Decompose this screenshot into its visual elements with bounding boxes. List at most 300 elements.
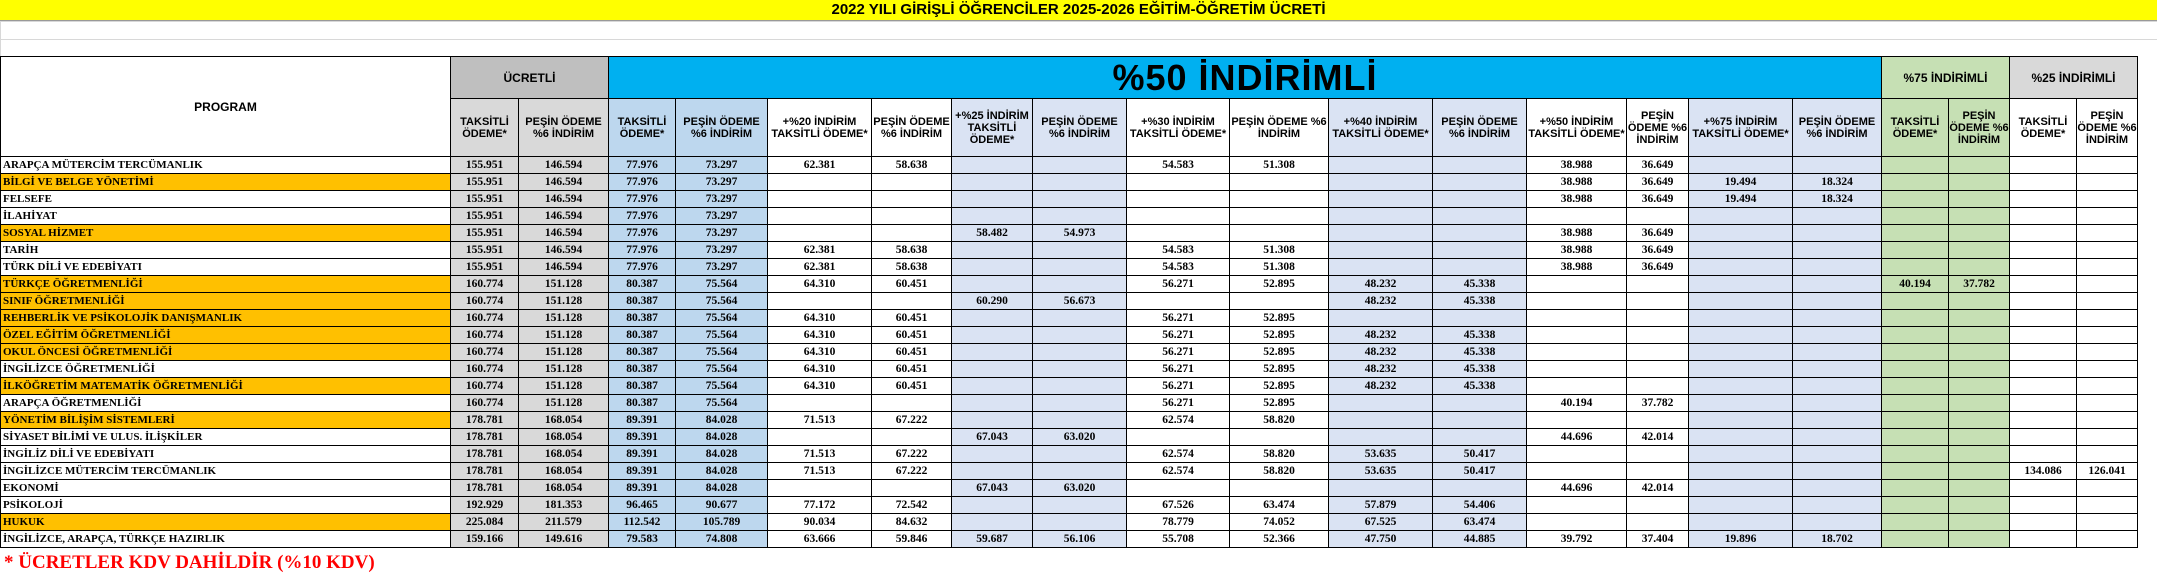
fee-cell: 62.381: [768, 157, 872, 174]
column-header: PEŞİN ÖDEME %6 İNDİRİM: [1230, 99, 1329, 157]
fee-cell: [2077, 480, 2138, 497]
fee-cell: [2010, 378, 2077, 395]
fee-cell: [952, 361, 1033, 378]
fee-cell: [1689, 480, 1793, 497]
fee-cell: [1882, 174, 1949, 191]
fee-cell: 59.687: [952, 531, 1033, 548]
fee-cell: 40.194: [1882, 276, 1949, 293]
fee-cell: [1882, 242, 1949, 259]
fee-cell: [952, 446, 1033, 463]
fee-cell: 36.649: [1627, 242, 1689, 259]
fee-cell: [1949, 446, 2010, 463]
fee-cell: [1793, 412, 1882, 429]
program-name: SİYASET BİLİMİ VE ULUS. İLİŞKİLER: [1, 429, 451, 446]
fee-cell: 44.885: [1433, 531, 1527, 548]
fee-cell: 40.194: [1527, 395, 1627, 412]
fee-cell: [1689, 395, 1793, 412]
program-name: ARAPÇA ÖĞRETMENLİĞİ: [1, 395, 451, 412]
fee-cell: [1949, 378, 2010, 395]
fee-cell: [1329, 225, 1433, 242]
fee-cell: 38.988: [1527, 225, 1627, 242]
program-name: REHBERLİK VE PSİKOLOJİK DANIŞMANLIK: [1, 310, 451, 327]
fee-cell: 44.696: [1527, 429, 1627, 446]
fee-cell: 58.638: [872, 242, 952, 259]
fee-cell: 63.474: [1433, 514, 1527, 531]
fee-cell: [1329, 395, 1433, 412]
table-row: [1, 497, 2138, 514]
program-name: SINIF ÖĞRETMENLİĞİ: [1, 293, 451, 310]
table-row: [1, 412, 2138, 429]
fee-cell: [1230, 208, 1329, 225]
fee-cell: 80.387: [609, 293, 676, 310]
fee-cell: 178.781: [451, 446, 519, 463]
table-row: [1, 378, 2138, 395]
fee-cell: 134.086: [2010, 463, 2077, 480]
fee-cell: [1627, 378, 1689, 395]
fee-cell: [872, 208, 952, 225]
fee-cell: [1689, 259, 1793, 276]
fee-cell: [952, 514, 1033, 531]
fee-cell: [1949, 225, 2010, 242]
table-row: [1, 276, 2138, 293]
fee-cell: [1433, 242, 1527, 259]
fee-cell: 160.774: [451, 327, 519, 344]
fee-cell: 45.338: [1433, 344, 1527, 361]
fee-cell: [1329, 412, 1433, 429]
indirim25-header: %25 İNDİRİMLİ: [2010, 57, 2138, 99]
fee-cell: 63.020: [1033, 429, 1127, 446]
fee-cell: [1033, 446, 1127, 463]
fee-cell: 112.542: [609, 514, 676, 531]
fee-cell: [1527, 412, 1627, 429]
fee-cell: 149.616: [519, 531, 609, 548]
column-header: +%75 İNDİRİM TAKSİTLİ ÖDEME*: [1689, 99, 1793, 157]
fee-cell: [1433, 480, 1527, 497]
fee-cell: 160.774: [451, 361, 519, 378]
fee-cell: 79.583: [609, 531, 676, 548]
fee-cell: [1689, 157, 1793, 174]
fee-cell: [2077, 327, 2138, 344]
table-row: [1, 310, 2138, 327]
fee-cell: [1033, 344, 1127, 361]
fee-cell: [872, 174, 952, 191]
fee-cell: 54.583: [1127, 242, 1230, 259]
fee-cell: 42.014: [1627, 480, 1689, 497]
fee-cell: [1329, 208, 1433, 225]
fee-cell: 168.054: [519, 446, 609, 463]
fee-cell: [952, 259, 1033, 276]
fee-cell: 155.951: [451, 208, 519, 225]
fee-cell: 44.696: [1527, 480, 1627, 497]
fee-cell: 71.513: [768, 412, 872, 429]
fee-cell: [1433, 412, 1527, 429]
fee-cell: [1433, 157, 1527, 174]
fee-cell: 160.774: [451, 293, 519, 310]
fee-cell: 77.976: [609, 208, 676, 225]
fee-cell: [1230, 293, 1329, 310]
fee-cell: 60.451: [872, 361, 952, 378]
fee-cell: 48.232: [1329, 378, 1433, 395]
fee-cell: 63.666: [768, 531, 872, 548]
fee-cell: [2077, 208, 2138, 225]
fee-cell: [1882, 395, 1949, 412]
fee-cell: 52.895: [1230, 276, 1329, 293]
fee-cell: 155.951: [451, 259, 519, 276]
fee-cell: [1689, 225, 1793, 242]
fee-cell: [1627, 310, 1689, 327]
fee-cell: 84.028: [676, 463, 768, 480]
fee-cell: [1793, 378, 1882, 395]
fee-cell: [1882, 191, 1949, 208]
fee-cell: 58.820: [1230, 446, 1329, 463]
fee-cell: 36.649: [1627, 259, 1689, 276]
fee-cell: [1527, 378, 1627, 395]
fee-cell: [1949, 429, 2010, 446]
fee-cell: 89.391: [609, 463, 676, 480]
fee-cell: [2077, 514, 2138, 531]
fee-cell: [1689, 293, 1793, 310]
fee-cell: 155.951: [451, 191, 519, 208]
table-row: [1, 293, 2138, 310]
fee-cell: [1689, 310, 1793, 327]
fee-cell: [872, 395, 952, 412]
fee-cell: [1527, 361, 1627, 378]
fee-cell: [1329, 157, 1433, 174]
fee-cell: 45.338: [1433, 276, 1527, 293]
fee-cell: 77.976: [609, 157, 676, 174]
fee-cell: 73.297: [676, 191, 768, 208]
program-header: PROGRAM: [1, 57, 451, 157]
fee-cell: [1433, 191, 1527, 208]
column-header: TAKSİTLİ ÖDEME*: [2010, 99, 2077, 157]
fee-cell: 75.564: [676, 310, 768, 327]
fee-cell: [1433, 174, 1527, 191]
fee-cell: [1793, 497, 1882, 514]
fee-cell: 155.951: [451, 242, 519, 259]
fee-cell: [2010, 157, 2077, 174]
fee-cell: 60.451: [872, 327, 952, 344]
fee-cell: [1329, 310, 1433, 327]
fee-cell: [1793, 429, 1882, 446]
fee-cell: [2077, 157, 2138, 174]
program-name: TÜRKÇE ÖĞRETMENLİĞİ: [1, 276, 451, 293]
fee-cell: [2010, 446, 2077, 463]
fee-cell: [2077, 344, 2138, 361]
fee-cell: [1882, 293, 1949, 310]
table-row: [1, 429, 2138, 446]
fee-cell: [1527, 208, 1627, 225]
column-header: PEŞİN ÖDEME %6 İNDİRİM: [1949, 99, 2010, 157]
column-header: +%50 İNDİRİM TAKSİTLİ ÖDEME*: [1527, 99, 1627, 157]
table-row: [1, 480, 2138, 497]
fee-cell: [1689, 242, 1793, 259]
fee-cell: [952, 174, 1033, 191]
program-name: ARAPÇA MÜTERCİM TERCÜMANLIK: [1, 157, 451, 174]
fee-cell: 19.494: [1689, 191, 1793, 208]
fee-cell: [2077, 412, 2138, 429]
fee-cell: [1949, 293, 2010, 310]
table-row: [1, 531, 2138, 548]
fee-cell: [2010, 310, 2077, 327]
fee-cell: [768, 395, 872, 412]
fee-cell: [1033, 174, 1127, 191]
fee-cell: [1949, 531, 2010, 548]
fee-cell: [1329, 174, 1433, 191]
program-name: ÖZEL EĞİTİM ÖĞRETMENLİĞİ: [1, 327, 451, 344]
fee-cell: 54.406: [1433, 497, 1527, 514]
program-name: İNGİLİZCE ÖĞRETMENLİĞİ: [1, 361, 451, 378]
fee-cell: 56.106: [1033, 531, 1127, 548]
fee-cell: 51.308: [1230, 242, 1329, 259]
fee-cell: [1127, 174, 1230, 191]
fee-cell: 67.525: [1329, 514, 1433, 531]
fee-cell: 77.976: [609, 225, 676, 242]
fee-cell: 67.222: [872, 446, 952, 463]
fee-cell: 77.976: [609, 191, 676, 208]
fee-cell: [1033, 361, 1127, 378]
fee-cell: 38.988: [1527, 259, 1627, 276]
fee-cell: 64.310: [768, 361, 872, 378]
fee-cell: 73.297: [676, 242, 768, 259]
fee-cell: [2077, 361, 2138, 378]
fee-cell: [1949, 242, 2010, 259]
fee-cell: 60.290: [952, 293, 1033, 310]
fee-cell: [1949, 395, 2010, 412]
fee-cell: [952, 242, 1033, 259]
fee-cell: [1527, 310, 1627, 327]
fee-cell: 38.988: [1527, 191, 1627, 208]
fee-cell: [952, 310, 1033, 327]
empty-grid-rows: [0, 21, 2157, 56]
fee-cell: 151.128: [519, 310, 609, 327]
fee-cell: [1689, 344, 1793, 361]
fee-cell: [1689, 463, 1793, 480]
fee-cell: 52.895: [1230, 361, 1329, 378]
fee-cell: [2010, 412, 2077, 429]
page-title: 2022 YILI GİRİŞLİ ÖĞRENCİLER 2025-2026 EĞİTİM-ÖĞRETİM ÜCRETİ: [0, 0, 2157, 21]
fee-cell: [1793, 446, 1882, 463]
fee-cell: 62.574: [1127, 446, 1230, 463]
fee-cell: [1793, 225, 1882, 242]
fee-cell: [1627, 208, 1689, 225]
fee-cell: 47.750: [1329, 531, 1433, 548]
fee-cell: [1627, 446, 1689, 463]
fee-cell: [1949, 344, 2010, 361]
fee-cell: [1033, 191, 1127, 208]
fee-cell: [1689, 429, 1793, 446]
fee-cell: 36.649: [1627, 225, 1689, 242]
fee-cell: 38.988: [1527, 242, 1627, 259]
fee-cell: 54.583: [1127, 157, 1230, 174]
table-row: [1, 344, 2138, 361]
fee-cell: 90.677: [676, 497, 768, 514]
program-name: İLAHİYAT: [1, 208, 451, 225]
fee-cell: 84.028: [676, 480, 768, 497]
fee-cell: [2010, 174, 2077, 191]
fee-cell: 62.381: [768, 259, 872, 276]
indirim50-header: %50 İNDİRİMLİ: [609, 57, 1882, 99]
fee-cell: 59.846: [872, 531, 952, 548]
fee-cell: [1527, 276, 1627, 293]
fee-cell: [1949, 497, 2010, 514]
fee-cell: 38.988: [1527, 174, 1627, 191]
fee-cell: 105.789: [676, 514, 768, 531]
fee-cell: 48.232: [1329, 293, 1433, 310]
fee-cell: 18.324: [1793, 191, 1882, 208]
fee-cell: 45.338: [1433, 327, 1527, 344]
fee-table: [0, 56, 2138, 548]
fee-cell: 38.988: [1527, 157, 1627, 174]
fee-cell: [1882, 310, 1949, 327]
fee-cell: 58.482: [952, 225, 1033, 242]
fee-cell: 151.128: [519, 327, 609, 344]
fee-cell: [1627, 514, 1689, 531]
fee-cell: [1033, 242, 1127, 259]
fee-cell: 178.781: [451, 412, 519, 429]
fee-cell: [1793, 242, 1882, 259]
fee-cell: [1230, 429, 1329, 446]
fee-cell: [1793, 514, 1882, 531]
fee-cell: 50.417: [1433, 446, 1527, 463]
fee-cell: [952, 344, 1033, 361]
fee-cell: 160.774: [451, 344, 519, 361]
fee-cell: [2077, 395, 2138, 412]
column-header: PEŞİN ÖDEME %6 İNDİRİM: [872, 99, 952, 157]
fee-cell: [1627, 276, 1689, 293]
fee-cell: [952, 327, 1033, 344]
fee-cell: [1627, 327, 1689, 344]
fee-cell: 151.128: [519, 395, 609, 412]
fee-cell: [2010, 361, 2077, 378]
program-name: YÖNETİM BİLİŞİM SİSTEMLERİ: [1, 412, 451, 429]
fee-cell: [768, 480, 872, 497]
fee-cell: 36.649: [1627, 191, 1689, 208]
fee-cell: [1949, 412, 2010, 429]
fee-cell: [1527, 327, 1627, 344]
fee-cell: 78.779: [1127, 514, 1230, 531]
fee-cell: [1329, 242, 1433, 259]
fee-cell: [2077, 531, 2138, 548]
fee-cell: 168.054: [519, 463, 609, 480]
fee-cell: 80.387: [609, 310, 676, 327]
fee-cell: [952, 412, 1033, 429]
fee-cell: [2010, 293, 2077, 310]
fee-cell: 178.781: [451, 429, 519, 446]
fee-cell: 80.387: [609, 378, 676, 395]
fee-cell: [1882, 463, 1949, 480]
column-header: PEŞİN ÖDEME %6 İNDİRİM: [1033, 99, 1127, 157]
fee-cell: [1433, 225, 1527, 242]
fee-cell: 151.128: [519, 276, 609, 293]
fee-cell: [872, 225, 952, 242]
fee-cell: [1127, 225, 1230, 242]
fee-cell: [2077, 446, 2138, 463]
fee-cell: [1882, 446, 1949, 463]
fee-cell: 77.976: [609, 242, 676, 259]
fee-cell: [952, 497, 1033, 514]
fee-cell: 60.451: [872, 310, 952, 327]
fee-cell: 56.271: [1127, 327, 1230, 344]
fee-cell: 181.353: [519, 497, 609, 514]
fee-cell: [2010, 327, 2077, 344]
fee-cell: 52.895: [1230, 395, 1329, 412]
fee-cell: 36.649: [1627, 174, 1689, 191]
fee-cell: [1949, 191, 2010, 208]
fee-cell: 67.043: [952, 480, 1033, 497]
fee-cell: [768, 208, 872, 225]
fee-cell: [1882, 344, 1949, 361]
fee-cell: [1793, 208, 1882, 225]
fee-cell: [2077, 429, 2138, 446]
fee-cell: [1033, 259, 1127, 276]
fee-cell: [1882, 480, 1949, 497]
fee-cell: 56.271: [1127, 344, 1230, 361]
column-header: PEŞİN ÖDEME %6 İNDİRİM: [519, 99, 609, 157]
fee-cell: 80.387: [609, 276, 676, 293]
fee-cell: 89.391: [609, 446, 676, 463]
fee-cell: 48.232: [1329, 361, 1433, 378]
fee-cell: 37.404: [1627, 531, 1689, 548]
fee-cell: [1127, 293, 1230, 310]
fee-cell: [1793, 276, 1882, 293]
fee-cell: [1882, 531, 1949, 548]
fee-cell: [1793, 157, 1882, 174]
fee-cell: 67.222: [872, 463, 952, 480]
fee-cell: [872, 293, 952, 310]
fee-cell: [952, 276, 1033, 293]
program-name: HUKUK: [1, 514, 451, 531]
fee-cell: [1433, 429, 1527, 446]
fee-cell: [1329, 429, 1433, 446]
fee-cell: [1230, 191, 1329, 208]
fee-cell: [1033, 514, 1127, 531]
column-header: PEŞİN ÖDEME %6 İNDİRİM: [2077, 99, 2138, 157]
fee-cell: 53.635: [1329, 463, 1433, 480]
fee-cell: [1433, 395, 1527, 412]
fee-cell: [2077, 174, 2138, 191]
column-header: +%25 İNDİRİM TAKSİTLİ ÖDEME*: [952, 99, 1033, 157]
fee-cell: [1033, 463, 1127, 480]
fee-cell: [1793, 327, 1882, 344]
fee-cell: 64.310: [768, 344, 872, 361]
fee-cell: 67.222: [872, 412, 952, 429]
fee-cell: [1033, 378, 1127, 395]
fee-cell: 54.583: [1127, 259, 1230, 276]
fee-cell: 52.895: [1230, 378, 1329, 395]
fee-cell: [1793, 310, 1882, 327]
fee-cell: 160.774: [451, 395, 519, 412]
fee-cell: 151.128: [519, 378, 609, 395]
fee-cell: 67.043: [952, 429, 1033, 446]
fee-cell: [2077, 242, 2138, 259]
fee-cell: [1882, 225, 1949, 242]
fee-cell: 75.564: [676, 344, 768, 361]
fee-cell: [2010, 191, 2077, 208]
fee-cell: [1627, 293, 1689, 310]
fee-cell: [1949, 259, 2010, 276]
fee-cell: 64.310: [768, 310, 872, 327]
fee-cell: 62.574: [1127, 463, 1230, 480]
fee-cell: 74.808: [676, 531, 768, 548]
fee-cell: [2010, 225, 2077, 242]
fee-cell: 56.271: [1127, 276, 1230, 293]
table-row: [1, 446, 2138, 463]
fee-cell: [2010, 497, 2077, 514]
fee-cell: 52.895: [1230, 344, 1329, 361]
fee-cell: 155.951: [451, 157, 519, 174]
fee-cell: [1527, 446, 1627, 463]
program-name: EKONOMİ: [1, 480, 451, 497]
